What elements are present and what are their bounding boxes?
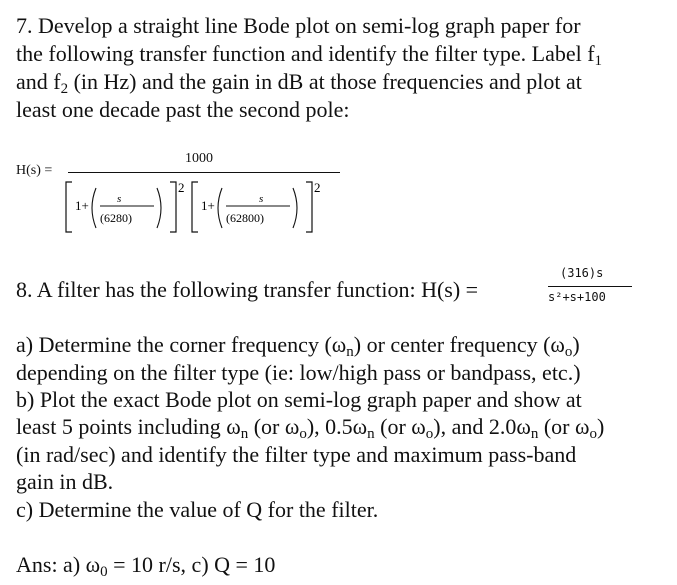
q8-b-line-1: b) Plot the exact Bode plot on semi-log graph paper and show at [16, 387, 582, 412]
hs-fraction-bar [68, 172, 340, 173]
one-plus-1: 1+ [75, 198, 89, 213]
answer-line: Ans: a) $\omega_0 = 10$ r/s, c) Q = 10 [16, 552, 276, 580]
q8-tf-fraction-bar [548, 286, 632, 287]
left-bracket-1 [66, 182, 72, 232]
right-bracket-1 [170, 182, 176, 232]
q8-tf-denominator: s²+s+100 [548, 290, 606, 304]
q7-line-4: least one decade past the second pole: [16, 97, 350, 122]
left-paren-2 [218, 188, 222, 228]
q8-a-line-2: depending on the filter type (ie: low/high pass or bandpass, etc.) [16, 360, 581, 385]
right-paren-1 [157, 188, 161, 228]
q8-b-line-4: gain in dB. [16, 469, 114, 494]
pole-2: (62800) [226, 211, 264, 225]
exponent-2: 2 [314, 180, 321, 195]
q7-line-2: the following transfer function and identify the filter type. Label $f_1$ [16, 41, 603, 69]
q8-tf-numerator: (316)s [560, 266, 604, 280]
one-plus-2: 1+ [201, 198, 215, 213]
hs-numerator: 1000 [185, 151, 213, 166]
q8-intro: 8. A filter has the following transfer function: H(s) = [16, 277, 479, 302]
left-bracket-2 [192, 182, 198, 232]
q7-line-3: and $f_2$ (in Hz) and the gain in dB at those frequencies and plot at [16, 69, 582, 97]
hs-label: H(s) = [16, 163, 53, 178]
right-paren-2 [293, 188, 297, 228]
right-bracket-2 [306, 182, 312, 232]
s-var-1: s [117, 193, 122, 205]
pole-1: (6280) [100, 211, 132, 225]
s-var-2: s [259, 193, 264, 205]
q8-c-line-1: c) Determine the value of Q for the filter. [16, 497, 379, 522]
q8-b-line-3: (in rad/sec) and identify the filter type and maximum pass-band [16, 442, 577, 467]
q7-line-1: 7. Develop a straight line Bode plot on semi-log graph paper for [16, 13, 581, 38]
q8-a-line-1: a) Determine the corner frequency $(\omega_n)$ or center frequency $(\omega_o)$ [16, 332, 580, 360]
hs-denominator [60, 176, 330, 240]
left-paren-1 [92, 188, 96, 228]
exponent-1: 2 [178, 180, 185, 195]
q8-b-line-2: least 5 points including $\omega_n$ (or $\omega_o$), $0.5\omega_n$ (or $\omega_o$), and $2.0\omega_n$ (or $\omega_o$) [16, 414, 605, 442]
